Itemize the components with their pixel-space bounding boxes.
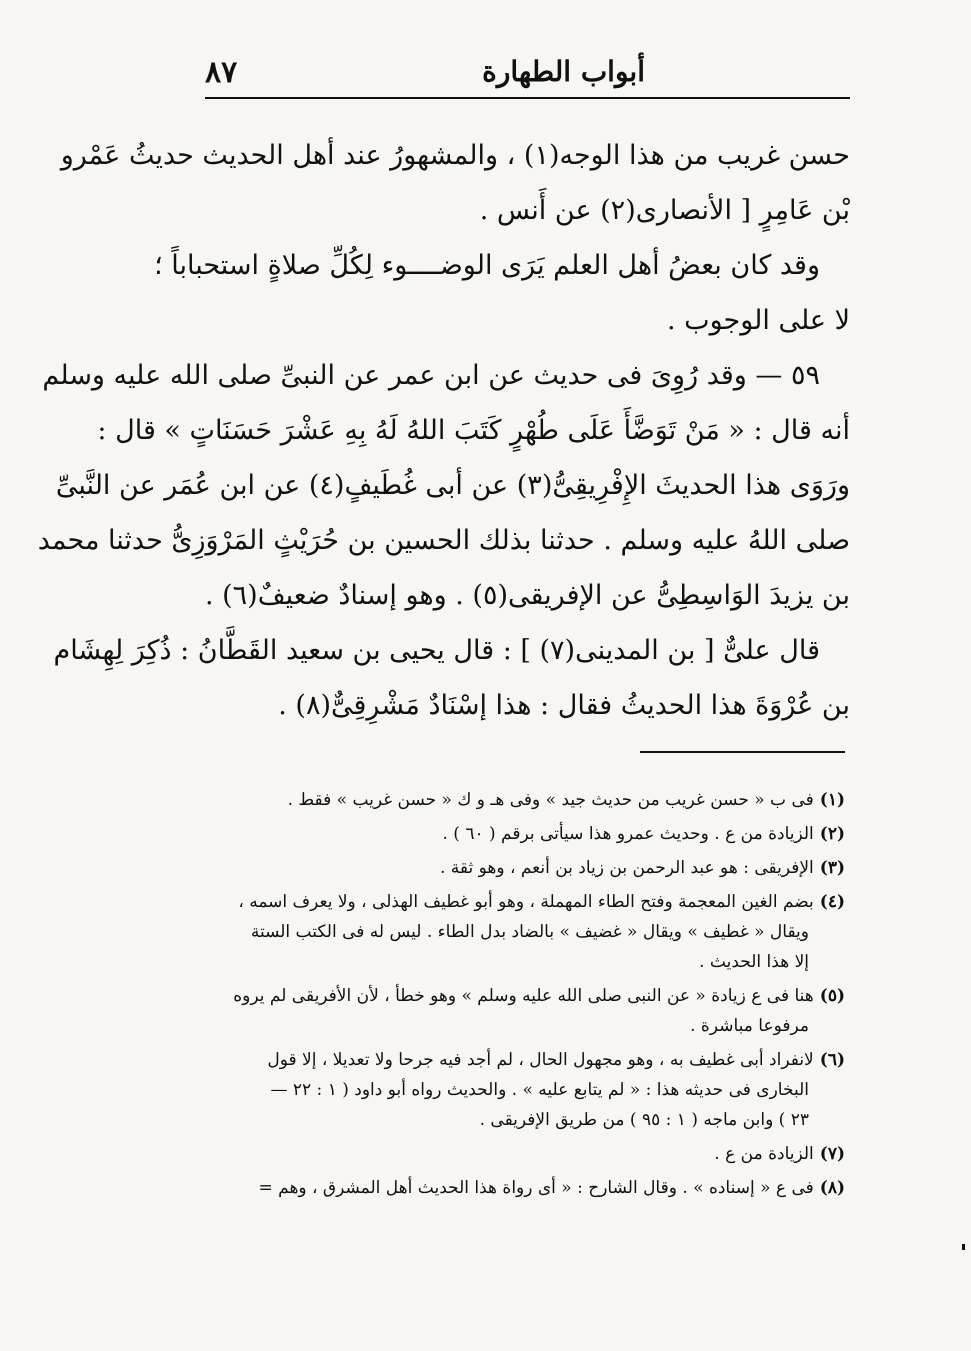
footnote-line	[185, 1045, 845, 1075]
text-line: ورَوَى هذا الحديثَ الإِفْرِيقِىُّ(٣) عن أبى غُطَيفٍ(٤) عن ابن عُمَر عن النَّبىِّ	[55, 470, 850, 501]
header-rule	[205, 97, 850, 99]
footnote-line	[185, 1011, 845, 1041]
text-line: بْن عَامِرٍ [ الأنصارى(٢) عن أَنس .	[479, 195, 850, 226]
footnote-text: البخارى فى حديثه هذا : « لم يتابع عليه » . والحديث رواه أبو داود ( ١ : ٢٢ —	[270, 1080, 809, 1100]
text-line: حسن غريب من هذا الوجه(١) ، والمشهورُ عند أهل الحديث حديثُ عَمْرو	[60, 140, 850, 171]
footnote-line	[185, 1139, 845, 1169]
footnote-text: ٢٣ ) وابن ماجه ( ١ : ٩٥ ) من طريق الإفريقى .	[479, 1110, 809, 1130]
footnote-separator	[640, 751, 845, 753]
footnote-line	[185, 853, 845, 883]
footnote	[185, 1045, 845, 1135]
text-line: قال علىٌّ [ بن المدينى(٧) ] : قال يحيى بن سعيد القَطَّانُ : ذُكِرَ لِهِشَام	[53, 635, 820, 666]
text-line: وقد كان بعضُ أهل العلم يَرَى الوضــــوء لِكُلِّ صلاةٍ استحباباً ؛	[154, 250, 820, 281]
footnote-text: مرفوعا مباشرة .	[690, 1016, 809, 1036]
footnote-line	[185, 1105, 845, 1135]
footnote-line	[185, 1173, 845, 1203]
text-line: بن عُرْوَةَ هذا الحديثُ فقال : هذا إسْنَادٌ مَشْرِقِىٌّ(٨) .	[278, 690, 850, 721]
footnote-line	[185, 917, 845, 947]
footnote	[185, 1139, 845, 1169]
footnote-text: ويقال « غطيف » ويقال « غضيف » بالضاد بدل الطاء . ليس له فى الكتب الستة	[250, 922, 809, 942]
running-title: أبواب الطهارة	[482, 55, 645, 88]
text-line: لا على الوجوب .	[666, 305, 850, 336]
hadith-59-line: ٥٩ — وقد رُوِىَ فى حديث عن ابن عمر عن النبىِّ صلى الله عليه وسلم	[42, 360, 820, 391]
footnote-text: لانفراد أبى غطيف به ، وهو مجهول الحال ، لم أجد فيه جرحا ولا تعديلا ، إلا قول	[267, 1050, 814, 1070]
footnote-number: (٦)	[819, 1050, 845, 1070]
footnote-text: الإفريقى : هو عبد الرحمن بن زياد بن أنعم ، وهو ثقة .	[439, 858, 814, 878]
footnote	[185, 785, 845, 815]
text-line: أنه قال : « مَنْ تَوَضَّأَ عَلَى طُهْرٍ كَتَبَ اللهُ لَهُ بِهِ عَشْرَ حَسَنَاتٍ » قال :	[97, 415, 850, 446]
footnote-line	[185, 981, 845, 1011]
text-line: بن يزيدَ الوَاسِطِىُّ عن الإفريقى(٥) . وهو إسنادٌ ضعيفٌ(٦) .	[204, 580, 850, 611]
footnote-text: فى ع « إسناده » . وقال الشارح : « أى رواة هذا الحديث أهل المشرق ، وهم =	[258, 1178, 814, 1198]
scan-mark	[962, 1244, 965, 1250]
footnote	[185, 853, 845, 883]
footnote-line	[185, 819, 845, 849]
footnote	[185, 981, 845, 1041]
footnote-number: (٤)	[819, 892, 845, 912]
footnote-text: بضم الغين المعجمة وفتح الطاء المهملة ، وهو أبو غطيف الهذلى ، ولا يعرف اسمه ،	[238, 892, 814, 912]
page-number: ٨٧	[205, 55, 238, 90]
footnote-line	[185, 887, 845, 917]
footnote-number: (٨)	[819, 1178, 845, 1198]
footnote-text: هنا فى ع زيادة « عن النبى صلى الله عليه وسلم » وهو خطأ ، لأن الأفريقى لم يروه	[233, 986, 814, 1006]
footnote-line	[185, 947, 845, 977]
footnote-text: إلا هذا الحديث .	[699, 952, 809, 972]
footnote-number: (١)	[819, 790, 845, 810]
footnote	[185, 1173, 845, 1203]
footnote-text: الزيادة من ع .	[714, 1144, 814, 1164]
text-line: صلى اللهُ عليه وسلم . حدثنا بذلك الحسين بن حُرَيْثٍ المَرْوَزِىُّ حدثنا محمد	[37, 525, 850, 556]
footnote-text: الزيادة من ع . وحديث عمرو هذا سيأتى برقم ( ٦٠ ) .	[442, 824, 814, 844]
footnote-number: (٥)	[819, 986, 845, 1006]
footnote-text: فى ب « حسن غريب من حديث جيد » وفى هـ و ك « حسن غريب » فقط .	[287, 790, 814, 810]
footnote-number: (٣)	[819, 858, 845, 878]
footnotes	[185, 785, 845, 1207]
footnote-number: (٧)	[819, 1144, 845, 1164]
footnote	[185, 887, 845, 977]
footnote-number: (٢)	[819, 824, 845, 844]
footnote-line	[185, 1075, 845, 1105]
main-text	[37, 128, 850, 733]
footnote-line	[185, 785, 845, 815]
footnote	[185, 819, 845, 849]
page-header	[205, 55, 850, 95]
